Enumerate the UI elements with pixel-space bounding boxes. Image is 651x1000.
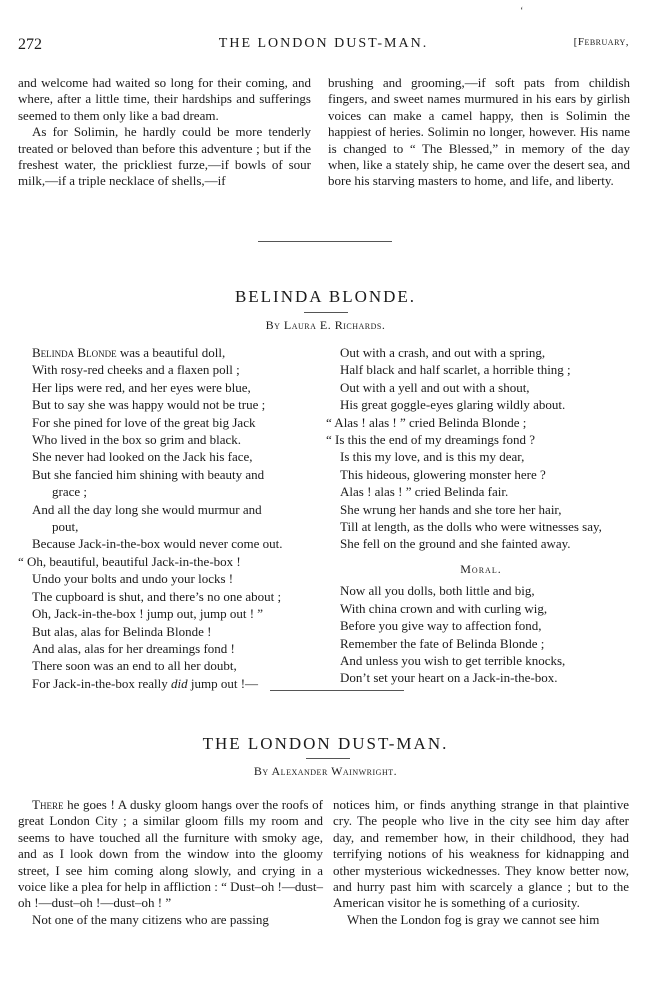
poem-line: The cupboard is shut, and there’s no one about ; <box>32 588 282 604</box>
poem-line: Is this my love, and is this my dear, <box>340 449 525 465</box>
poem-line: But alas, alas for Belinda Blonde ! <box>32 623 212 639</box>
moral-line: And unless you wish to get terrible knocks, <box>340 652 566 668</box>
moral-line: Before you give way to affection fond, <box>340 618 542 634</box>
poem-line: Out with a crash, and out with a spring, <box>340 345 546 360</box>
poem-line: pout, <box>52 519 79 535</box>
dustman-title: THE LONDON DUST-MAN. <box>202 734 449 753</box>
poem-line: Alas ! alas ! ” cried Belinda fair. <box>340 484 509 500</box>
poem-line: Undo your bolts and undo your locks ! <box>32 571 234 587</box>
paragraph: There he goes ! A dusky gloom hangs over the roofs of great London City ; a similar gloom fills my room and seems to have touched all the furniture with smoky age, and as I look down from the window into the gloomy street, I see him coming along slowly, and crying in a voice like a plea for help in affliction : “ Dust–oh !—dust–oh !—dust–oh !—dust–oh ! ” <box>18 797 323 911</box>
moral-line: Now all you dolls, both little and big, <box>340 583 535 599</box>
poem-line: There soon was an end to all her doubt, <box>32 658 237 674</box>
poem-line: She never had looked on the Jack his face, <box>32 449 253 465</box>
paragraph: As for Solimin, he hardly could be more tenderly treated or beloved than before this adventure ; but if the freshest water, the prickliest furze,—if bowls of sour milk,—if a triple necklace of shells,—if <box>18 124 311 189</box>
paragraph: Not one of the many citizens who are passing <box>32 911 269 927</box>
poem-line: grace ; <box>52 484 88 500</box>
poem-line: Till at length, as the dolls who were witnesses say, <box>340 519 602 535</box>
poem-line: With rosy-red cheeks and a flaxen poll ; <box>32 362 240 378</box>
poem-line: This hideous, glowering monster here ? <box>340 466 546 482</box>
dustman-byline: By Alexander Wainwright. <box>253 764 398 778</box>
poem-line: For Jack-in-the-box really did jump out !— <box>32 675 259 691</box>
paragraph: and welcome had waited so long for their coming, and where, after a little time, their hardships and sufferings seemed to them only like a bad dream. <box>18 75 311 123</box>
poem-line: But to say she was happy would not be true ; <box>32 397 266 413</box>
poem-line: And alas, alas for her dreamings fond ! <box>32 640 235 656</box>
title-rule <box>306 758 350 759</box>
page-number: 272 <box>18 36 42 53</box>
section-divider <box>270 690 404 691</box>
poem-line: “ Alas ! alas ! ” cried Belinda Blonde ; <box>326 414 527 430</box>
poem-line: Her lips were red, and her eyes were blue, <box>32 379 251 395</box>
running-title: THE LONDON DUST-MAN. <box>218 36 429 51</box>
belinda-right-stanza <box>326 344 636 687</box>
poem-line: But she fancied him shining with beauty and <box>32 466 265 482</box>
moral-line: Remember the fate of Belinda Blonde ; <box>340 635 545 651</box>
moral-heading: Moral. <box>460 561 502 576</box>
running-header <box>18 36 629 58</box>
poem-line: Who lived in the box so grim and black. <box>32 432 242 448</box>
poem-line: Because Jack-in-the-box would never come out. <box>32 536 283 552</box>
solimin-right-column <box>328 75 630 190</box>
belinda-left-stanza <box>18 344 323 692</box>
poem-line: And all the day long she would murmur and <box>32 501 262 517</box>
poem-line: “ Is this the end of my dreamings fond ? <box>326 432 536 448</box>
poem-line: Out with a yell and out with a shout, <box>340 379 530 395</box>
section-divider <box>258 241 392 242</box>
dustman-left-column <box>18 797 323 928</box>
solimin-left-column <box>18 75 311 190</box>
poem-line: Half black and half scarlet, a horrible thing ; <box>340 362 571 378</box>
paragraph: notices him, or finds anything strange in that plaintive cry. The people who live in the city see him day after day, and remember how, in their childhood, they had terrifying notions of his weakness for kidnapping and other mysterious wickednesses. They know better now, and hurry past him with scarcely a glance ; but to the American visitor he is something of a curiosity. <box>333 797 629 911</box>
poem-line: Oh, Jack-in-the-box ! jump out, jump out ! ” <box>32 606 264 622</box>
running-month: [February, <box>573 36 629 48</box>
paragraph: brushing and grooming,—if soft pats from childish fingers, and sweet names murmured in his ears by girlish voices can make a camel happy, then is Solimin the happiest of heries. Solimin no longer, however. His name is changed to “ The Blessed,” in memory of the day when, like a stately ship, he came over the desert sea, and bore his starving masters to home, and life, and liberty. <box>328 75 630 189</box>
poem-line: “ Oh, beautiful, beautiful Jack-in-the-box ! <box>18 553 241 569</box>
page-speck: ʻ <box>520 6 524 17</box>
poem-line: His great goggle-eyes glaring wildly about. <box>340 397 566 413</box>
poem-line: For she pined for love of the great big Jack <box>32 414 256 430</box>
moral-line: Don’t set your heart on a Jack-in-the-box. <box>340 670 558 686</box>
belinda-title: BELINDA BLONDE. <box>234 287 417 306</box>
poem-line: She wrung her hands and she tore her hair, <box>340 501 562 517</box>
belinda-byline: By Laura E. Richards. <box>265 318 386 332</box>
paragraph: When the London fog is gray we cannot see him <box>347 911 600 927</box>
poem-line: She fell on the ground and she fainted away. <box>340 536 571 552</box>
moral-line: With china crown and with curling wig, <box>340 600 548 616</box>
dustman-right-column <box>333 797 629 928</box>
title-rule <box>304 312 348 313</box>
poem-line: Belinda Blonde was a beautiful doll, <box>32 345 226 360</box>
